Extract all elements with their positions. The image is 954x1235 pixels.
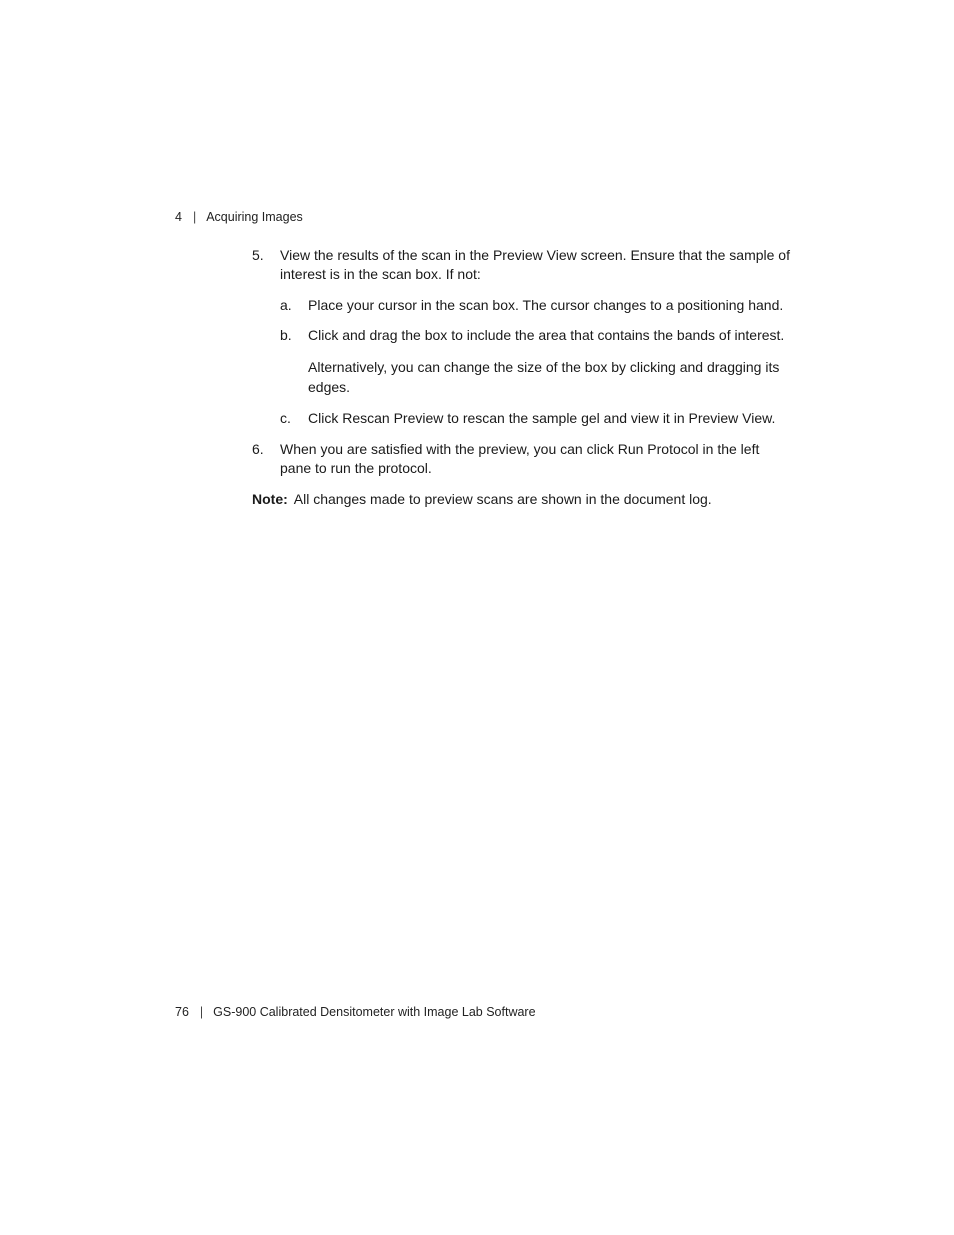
substep-text: Click and drag the box to include the area that contains the bands of interest. [308, 327, 785, 343]
chapter-title: Acquiring Images [206, 210, 303, 224]
substep-c [280, 409, 792, 428]
substep-letter: b. [280, 327, 292, 343]
step-number: 5. [252, 247, 264, 263]
substep-letter: c. [280, 410, 291, 426]
step-text: When you are satisfied with the preview, you can click Run Protocol in the left pane to run the protocol. [280, 441, 760, 476]
substep-alternative-text: Alternatively, you can change the size of the box by clicking and dragging its edges. [308, 359, 780, 395]
step-text: View the results of the scan in the Preview View screen. Ensure that the sample of interest is in the scan box. If not: [280, 247, 790, 282]
procedure-content [252, 246, 792, 509]
header-separator: | [192, 210, 197, 224]
step-6 [252, 440, 792, 478]
substep-text: Place your cursor in the scan box. The cursor changes to a positioning hand. [308, 297, 784, 313]
substep-text: Click Rescan Preview to rescan the sample gel and view it in Preview View. [308, 410, 776, 426]
note-label: Note: [252, 491, 288, 507]
footer-separator: | [199, 1005, 204, 1019]
step-5 [252, 246, 792, 284]
substep-letter: a. [280, 297, 292, 313]
substep-a [280, 296, 792, 315]
substep-b [280, 326, 792, 397]
note [252, 490, 792, 509]
step-number: 6. [252, 441, 264, 457]
book-title: GS-900 Calibrated Densitometer with Image Lab Software [213, 1005, 536, 1019]
running-header [175, 210, 303, 224]
page-number: 76 [175, 1005, 189, 1019]
page-footer [175, 1005, 536, 1019]
chapter-number: 4 [175, 210, 182, 224]
note-text: All changes made to preview scans are shown in the document log. [293, 491, 712, 507]
